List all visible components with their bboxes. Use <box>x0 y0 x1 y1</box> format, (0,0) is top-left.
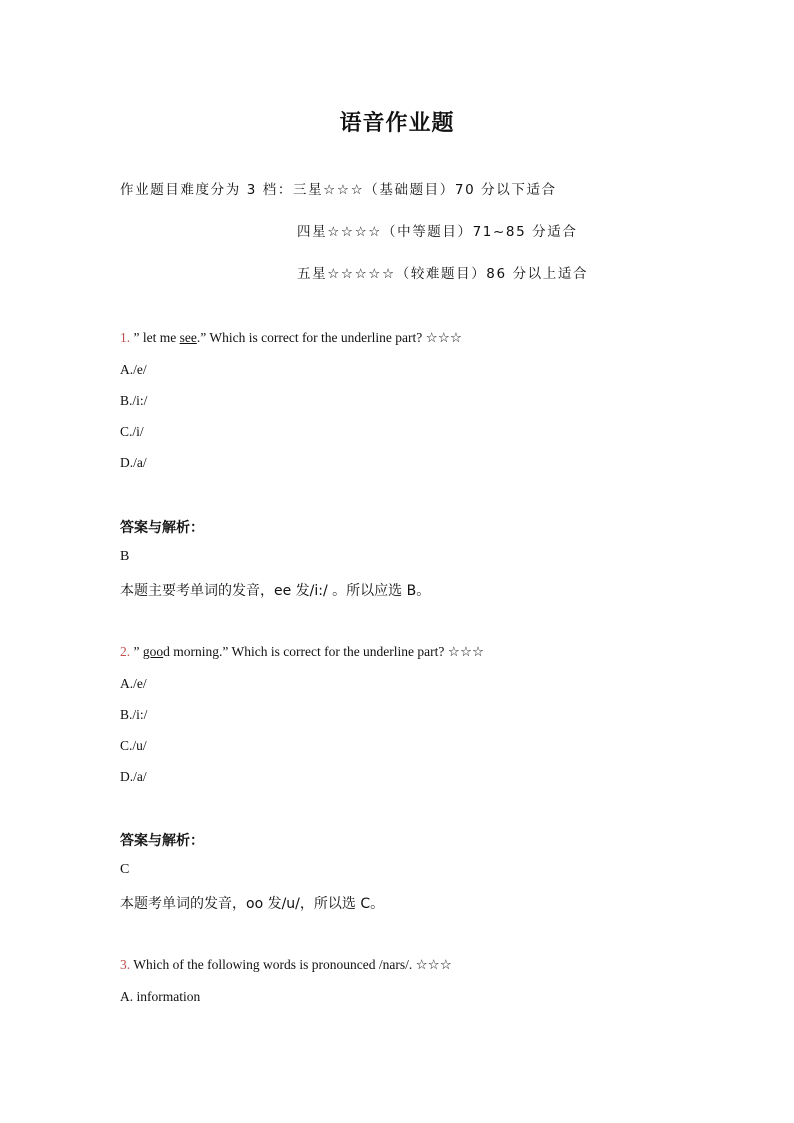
answer-explanation: 本题主要考单词的发音，ee 发/i:/ 。所以应选 B。 <box>120 583 431 599</box>
answer-value: C <box>120 862 130 877</box>
question-number: 2. <box>120 644 131 659</box>
question-1 <box>120 330 462 346</box>
answer-heading: 答案与解析： <box>120 520 204 536</box>
intro-line-3: 五星☆☆☆☆☆（较难题目）86 分以上适合 <box>297 266 589 282</box>
option-b: B./i:/ <box>120 393 148 408</box>
underlined-part: see <box>179 330 197 345</box>
page-title: 语音作业题 <box>339 111 455 136</box>
option-a: A. information <box>120 989 201 1004</box>
question-number: 1. <box>120 330 131 345</box>
intro-line-2: 四星☆☆☆☆（中等题目）71~85 分适合 <box>297 224 578 240</box>
question-2 <box>120 644 484 660</box>
option-a: A./e/ <box>120 676 147 691</box>
answer-value: B <box>120 549 130 564</box>
question-3 <box>120 957 452 973</box>
option-b: B./i:/ <box>120 707 148 722</box>
option-c: C./u/ <box>120 738 147 753</box>
question-text-pre: ” let me <box>130 330 180 345</box>
question-text-pre: ” <box>130 644 143 659</box>
option-c: C./i/ <box>120 424 144 439</box>
question-text-post: d morning.” Which is correct for the underline part? ☆☆☆ <box>163 644 485 659</box>
underlined-part: goo <box>142 644 164 659</box>
question-number: 3. <box>120 957 131 972</box>
intro-line-1: 作业题目难度分为 3 档：三星☆☆☆（基础题目）70 分以下适合 <box>120 182 557 198</box>
option-a: A./e/ <box>120 362 147 377</box>
question-text: Which of the following words is pronounced /nars/. ☆☆☆ <box>130 957 452 972</box>
question-text-post: .” Which is correct for the underline part? ☆☆☆ <box>196 330 462 345</box>
option-d: D./a/ <box>120 769 147 784</box>
answer-explanation: 本题考单词的发音，oo 发/u/，所以选 C。 <box>120 896 385 912</box>
option-d: D./a/ <box>120 455 147 470</box>
answer-heading: 答案与解析： <box>120 833 204 849</box>
